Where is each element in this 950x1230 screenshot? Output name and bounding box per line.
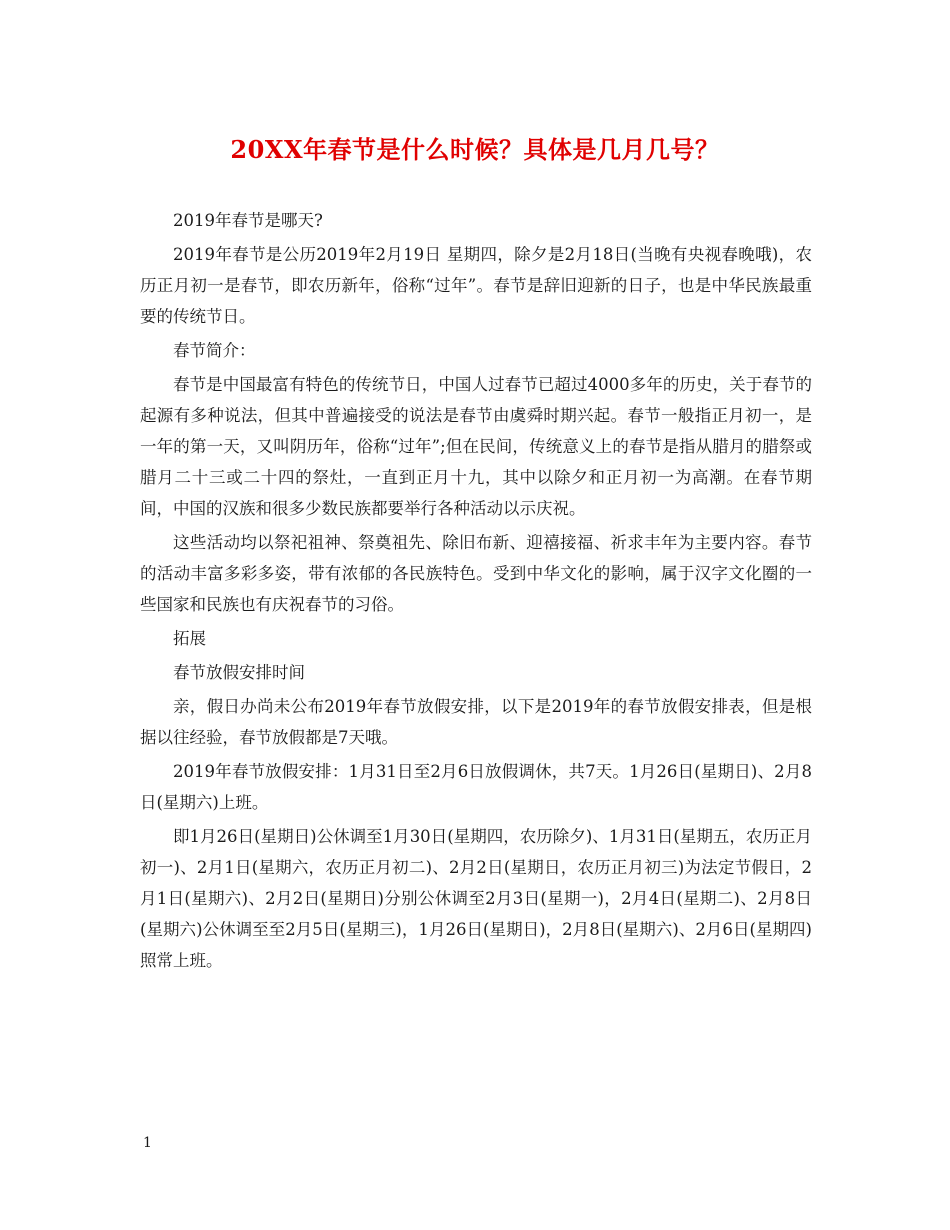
paragraph-extension-heading: 拓展 xyxy=(173,629,206,648)
page-number: 1 xyxy=(143,1135,152,1151)
paragraph-history: 春节是中国最富有特色的传统节日，中国人过春节已超过4000多年的历史，关于春节的起源有多种说法，但其中普遍接受的说法是春节由虞舜时期兴起。春节一般指正月初一，是一年的第一天，又叫阴历年，俗称“过年”;但在民间，传统意义上的春节是指从腊月的腊祭或腊月二十三或二十四的祭灶，一直到正月十九，其中以除夕和正月初一为高潮。在春节期间，中国的汉族和很多少数民族都要举行各种活动以示庆祝。 xyxy=(140,375,812,518)
paragraph-question: 2019年春节是哪天? xyxy=(173,211,323,230)
paragraph-holiday-heading: 春节放假安排时间 xyxy=(173,663,305,682)
document-body xyxy=(140,205,812,979)
paragraph-holiday-schedule: 2019年春节放假安排：1月31日至2月6日放假调休，共7天。1月26日(星期日)、2月8日(星期六)上班。 xyxy=(140,762,812,812)
document-title: 20XX年春节是什么时候？具体是几月几号？ xyxy=(230,135,720,164)
paragraph-holiday-note: 亲，假日办尚未公布2019年春节放假安排，以下是2019年的春节放假安排表，但是根据以往经验，春节放假都是7天哦。 xyxy=(140,697,812,747)
paragraph-date-answer: 2019年春节是公历2019年2月19日 星期四，除夕是2月18日(当晚有央视春晚哦)，农历正月初一是春节，即农历新年，俗称“过年”。春节是辞旧迎新的日子，也是中华民族最重要的传统节日。 xyxy=(140,245,812,326)
paragraph-activities: 这些活动均以祭祀祖神、祭奠祖先、除旧布新、迎禧接福、祈求丰年为主要内容。春节的活动丰富多彩多姿，带有浓郁的各民族特色。受到中华文化的影响，属于汉字文化圈的一些国家和民族也有庆祝春节的习俗。 xyxy=(140,533,812,614)
paragraph-intro-heading: 春节简介： xyxy=(173,341,256,360)
paragraph-holiday-details: 即1月26日(星期日)公休调至1月30日(星期四，农历除夕)、1月31日(星期五，农历正月初一)、2月1日(星期六，农历正月初二)、2月2日(星期日，农历正月初三)为法定节假日，2月1日(星期六)、2月2日(星期日)分别公休调至2月3日(星期一)，2月4日(星期二)、2月8日(星期六)公休调至至2月5日(星期三)，1月26日(星期日)，2月8日(星期六)、2月6日(星期四)照常上班。 xyxy=(140,827,812,970)
